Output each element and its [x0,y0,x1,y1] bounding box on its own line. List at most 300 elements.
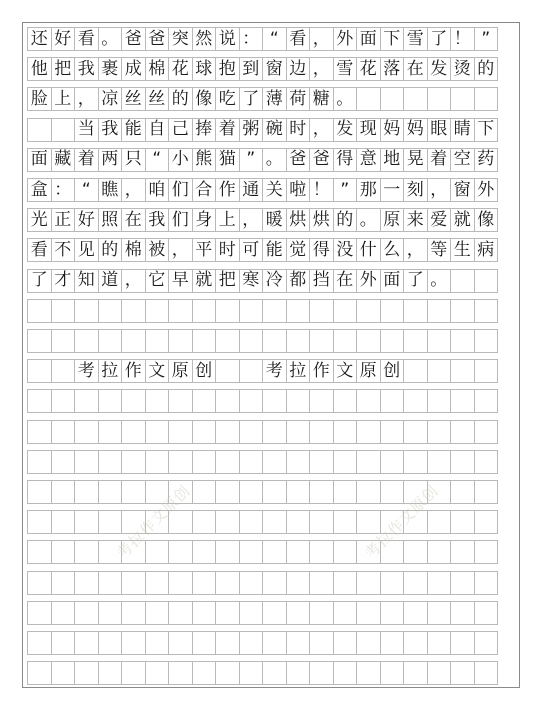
grid-cell: “ [145,148,170,172]
grid-cell: 光 [27,208,52,232]
grid-cell: 粥 [239,118,264,142]
grid-cell [74,571,99,595]
grid-cell [51,450,76,474]
grid-cell [450,661,475,685]
grid-cell: 雪 [333,57,358,81]
grid-cell [74,480,99,504]
grid-cell: 早 [168,269,193,293]
grid-cell [474,540,499,564]
grid-cell: 抱 [215,57,240,81]
grid-cell [27,450,52,474]
grid-cell [215,420,240,444]
grid-cell: 好 [74,208,99,232]
grid-cell: 花 [168,57,193,81]
grid-cell: 文 [145,359,170,383]
grid-cell: 啦 [286,178,311,202]
grid-cell [450,87,475,111]
grid-cell: ， [121,269,146,293]
grid-cell: 能 [262,238,287,262]
grid-cell: 我 [145,208,170,232]
grid-cell [168,540,193,564]
grid-cell [239,571,264,595]
grid-cell: “ [262,27,287,51]
grid-cell: 得 [309,238,334,262]
grid-cell [403,420,428,444]
grid-cell: 原 [380,208,405,232]
grid-cell: 了 [27,269,52,293]
grid-cell [121,661,146,685]
grid-cell [98,480,123,504]
grid-cell [286,480,311,504]
grid-cell [215,631,240,655]
grid-cell [356,631,381,655]
grid-cell [262,389,287,413]
grid-cell [74,299,99,323]
grid-cell: 在 [121,208,146,232]
grid-cell: 爸 [286,148,311,172]
grid-cell: 药 [474,148,499,172]
grid-cell [98,601,123,625]
grid-cell: 裹 [98,57,123,81]
grid-cell [192,661,217,685]
grid-cell [474,480,499,504]
grid-cell: ” [333,178,358,202]
grid-cell: 吃 [215,87,240,111]
grid-cell [474,661,499,685]
grid-cell [380,540,405,564]
grid-cell [98,540,123,564]
grid-cell: 就 [450,208,475,232]
grid-cell [27,631,52,655]
grid-cell [27,420,52,444]
grid-cell [51,118,76,142]
grid-cell: 着 [427,148,452,172]
watermark-left: 考拉作文原创 [113,481,195,563]
grid-cell: 正 [51,208,76,232]
grid-cell [286,510,311,534]
grid-cell: 时 [286,118,311,142]
grid-cell [145,631,170,655]
grid-cell [380,389,405,413]
grid-cell: 可 [239,238,264,262]
grid-cell: 面 [27,148,52,172]
grid-cell [27,389,52,413]
grid-cell [98,389,123,413]
grid-cell: 脸 [27,87,52,111]
grid-cell [27,571,52,595]
grid-cell [309,631,334,655]
grid-cell: 盒 [27,178,52,202]
grid-cell [403,87,428,111]
grid-cell: 还 [27,27,52,51]
grid-cell: 原 [356,359,381,383]
grid-cell [474,450,499,474]
grid-cell: ， [239,208,264,232]
grid-cell [27,601,52,625]
grid-cell [239,450,264,474]
grid-cell [51,631,76,655]
grid-cell [98,299,123,323]
grid-cell: 都 [286,269,311,293]
grid-cell [356,571,381,595]
grid-cell [262,480,287,504]
grid-cell: 爱 [427,208,452,232]
grid-cell [403,299,428,323]
grid-cell [27,359,52,383]
grid-cell: 来 [403,208,428,232]
grid-cell [380,631,405,655]
grid-cell: 花 [356,57,381,81]
grid-cell: 了 [427,27,452,51]
grid-cell: 空 [450,148,475,172]
grid-cell: 文 [333,359,358,383]
grid-cell: 见 [74,238,99,262]
grid-cell: 合 [192,178,217,202]
grid-cell: 创 [192,359,217,383]
grid-cell: 上 [215,208,240,232]
grid-cell: 面 [356,27,381,51]
grid-cell: 好 [51,27,76,51]
grid-cell [168,389,193,413]
grid-cell: 我 [74,57,99,81]
grid-cell [333,420,358,444]
grid-cell [27,329,52,353]
grid-cell: 他 [27,57,52,81]
grid-cell: 觉 [286,238,311,262]
grid-cell [403,661,428,685]
grid-cell: 落 [380,57,405,81]
grid-cell: 在 [333,269,358,293]
grid-cell [192,540,217,564]
grid-cell [215,329,240,353]
grid-cell [98,631,123,655]
grid-cell: 。 [356,208,381,232]
grid-cell: 就 [192,269,217,293]
grid-cell [98,450,123,474]
grid-row [27,27,497,51]
grid-cell: ： [239,27,264,51]
grid-cell: 眼 [427,118,452,142]
grid-cell [403,450,428,474]
grid-cell: 凉 [98,87,123,111]
grid-cell: ， [427,178,452,202]
grid-cell [121,601,146,625]
grid-cell [145,661,170,685]
grid-cell [121,450,146,474]
grid-cell [333,571,358,595]
grid-cell [450,420,475,444]
grid-cell [239,661,264,685]
grid-row [27,118,497,142]
grid-cell: ， [168,238,193,262]
grid-cell [427,389,452,413]
grid-cell [74,510,99,534]
grid-cell [262,571,287,595]
grid-cell [356,329,381,353]
grid-cell [145,510,170,534]
grid-cell [286,631,311,655]
grid-row [27,329,497,353]
grid-cell [356,420,381,444]
grid-cell: 烫 [450,57,475,81]
grid-cell: 的 [98,238,123,262]
grid-cell [74,631,99,655]
grid-cell: 在 [403,57,428,81]
grid-cell [309,389,334,413]
composition-paper [22,22,520,688]
grid-cell: 下 [380,27,405,51]
grid-cell: 妈 [403,118,428,142]
grid-cell [145,601,170,625]
grid-cell [403,359,428,383]
grid-cell [215,299,240,323]
grid-cell [403,601,428,625]
watermark-right: 考拉作文原创 [361,481,443,563]
grid-cell [380,450,405,474]
grid-cell [474,87,499,111]
grid-cell [215,571,240,595]
grid-cell [262,601,287,625]
grid-cell: 爸 [121,27,146,51]
grid-cell [98,420,123,444]
grid-cell: 爸 [145,27,170,51]
grid-cell [239,540,264,564]
grid-cell: 丝 [121,87,146,111]
grid-cell [356,661,381,685]
grid-cell: 。 [333,87,358,111]
grid-cell: 关 [262,178,287,202]
grid-cell [333,661,358,685]
grid-cell [74,540,99,564]
grid-cell [474,420,499,444]
grid-cell [215,601,240,625]
grid-cell: 现 [356,118,381,142]
grid-row [27,299,497,323]
grid-row [27,178,497,202]
grid-row [27,208,497,232]
grid-cell [51,389,76,413]
grid-row [27,631,497,655]
grid-cell [427,480,452,504]
grid-cell: 爸 [309,148,334,172]
grid-cell [450,359,475,383]
grid-cell: 棉 [121,238,146,262]
grid-cell: 寒 [239,269,264,293]
grid-cell: 能 [121,118,146,142]
grid-cell [427,631,452,655]
grid-cell [356,510,381,534]
grid-cell [192,299,217,323]
grid-cell: 一 [380,178,405,202]
grid-cell: 看 [74,27,99,51]
grid-cell [168,661,193,685]
grid-cell [333,450,358,474]
grid-cell [215,450,240,474]
grid-cell: 的 [474,57,499,81]
grid-cell [474,359,499,383]
grid-cell [262,510,287,534]
grid-cell [192,631,217,655]
grid-cell: 平 [192,238,217,262]
grid-cell: 烘 [286,208,311,232]
grid-cell [121,329,146,353]
grid-cell: 暖 [262,208,287,232]
grid-cell [474,631,499,655]
grid-cell: 拉 [98,359,123,383]
grid-cell [286,389,311,413]
grid-cell: ， [309,118,334,142]
grid-cell [309,510,334,534]
grid-cell: 生 [450,238,475,262]
grid-row [27,359,497,383]
grid-cell [215,389,240,413]
grid-cell [51,540,76,564]
grid-cell [121,389,146,413]
grid-cell [286,571,311,595]
grid-cell [27,480,52,504]
grid-cell [380,329,405,353]
grid-cell [309,329,334,353]
grid-cell [450,510,475,534]
grid-row [27,269,497,293]
grid-cell [333,540,358,564]
grid-cell [262,661,287,685]
grid-cell: “ [74,178,99,202]
grid-cell [309,601,334,625]
grid-cell [192,329,217,353]
grid-cell: 的 [168,87,193,111]
grid-cell [450,269,475,293]
grid-cell: 当 [74,118,99,142]
grid-cell [192,389,217,413]
grid-cell [380,510,405,534]
grid-cell [474,299,499,323]
grid-cell [450,571,475,595]
grid-cell [98,510,123,534]
grid-cell: 我 [98,118,123,142]
grid-cell [168,601,193,625]
grid-cell: 藏 [51,148,76,172]
grid-cell: 球 [192,57,217,81]
grid-cell [474,389,499,413]
grid-cell [51,571,76,595]
grid-cell [74,450,99,474]
grid-cell: 道 [98,269,123,293]
grid-cell: 丝 [145,87,170,111]
grid-cell [356,450,381,474]
grid-cell: 雪 [403,27,428,51]
grid-cell [403,571,428,595]
grid-cell [192,571,217,595]
grid-cell [168,299,193,323]
grid-cell [262,329,287,353]
grid-cell: 外 [474,178,499,202]
grid-cell [427,510,452,534]
grid-cell [192,601,217,625]
grid-cell [380,661,405,685]
grid-cell [474,601,499,625]
grid-cell [286,540,311,564]
grid-cell [168,480,193,504]
grid-cell [168,571,193,595]
grid-cell: 像 [192,87,217,111]
grid-cell [145,299,170,323]
grid-cell: 瞧 [98,178,123,202]
grid-cell: 身 [192,208,217,232]
grid-cell [121,631,146,655]
grid-cell [262,299,287,323]
grid-cell: 什 [356,238,381,262]
grid-cell: 然 [192,27,217,51]
grid-cell [450,450,475,474]
grid-cell: 看 [286,27,311,51]
grid-cell [427,661,452,685]
grid-cell: 看 [27,238,52,262]
grid-cell: 两 [98,148,123,172]
grid-cell [333,510,358,534]
grid-cell [286,661,311,685]
grid-cell: 们 [168,208,193,232]
grid-row [27,87,497,111]
grid-cell: 成 [121,57,146,81]
grid-cell [309,540,334,564]
grid-cell [27,118,52,142]
grid-cell [427,571,452,595]
grid-cell [192,480,217,504]
grid-cell: 说 [215,27,240,51]
grid-cell [27,661,52,685]
grid-cell: 得 [333,148,358,172]
grid-cell: ， [309,57,334,81]
grid-cell: 猫 [215,148,240,172]
grid-cell [215,480,240,504]
grid-cell: 照 [98,208,123,232]
grid-cell [51,299,76,323]
grid-cell [403,480,428,504]
grid-cell [356,299,381,323]
grid-cell: 自 [145,118,170,142]
grid-cell [403,329,428,353]
grid-cell [239,510,264,534]
grid-cell [262,631,287,655]
grid-cell: ， [403,238,428,262]
grid-cell: ， [121,178,146,202]
grid-cell [356,540,381,564]
grid-row [27,601,497,625]
grid-cell: 薄 [262,87,287,111]
grid-cell [333,631,358,655]
grid-cell [51,359,76,383]
grid-cell [168,329,193,353]
grid-cell [121,420,146,444]
grid-cell [309,299,334,323]
grid-cell [427,359,452,383]
grid-cell [450,601,475,625]
grid-cell: 棉 [145,57,170,81]
grid-cell: 时 [215,238,240,262]
grid-cell [450,389,475,413]
grid-cell [450,480,475,504]
grid-cell [403,389,428,413]
grid-cell: 被 [145,238,170,262]
grid-cell [427,420,452,444]
grid-cell [239,359,264,383]
grid-cell: 只 [121,148,146,172]
grid-cell [262,420,287,444]
grid-cell: 发 [427,57,452,81]
grid-cell [215,540,240,564]
grid-cell [309,420,334,444]
